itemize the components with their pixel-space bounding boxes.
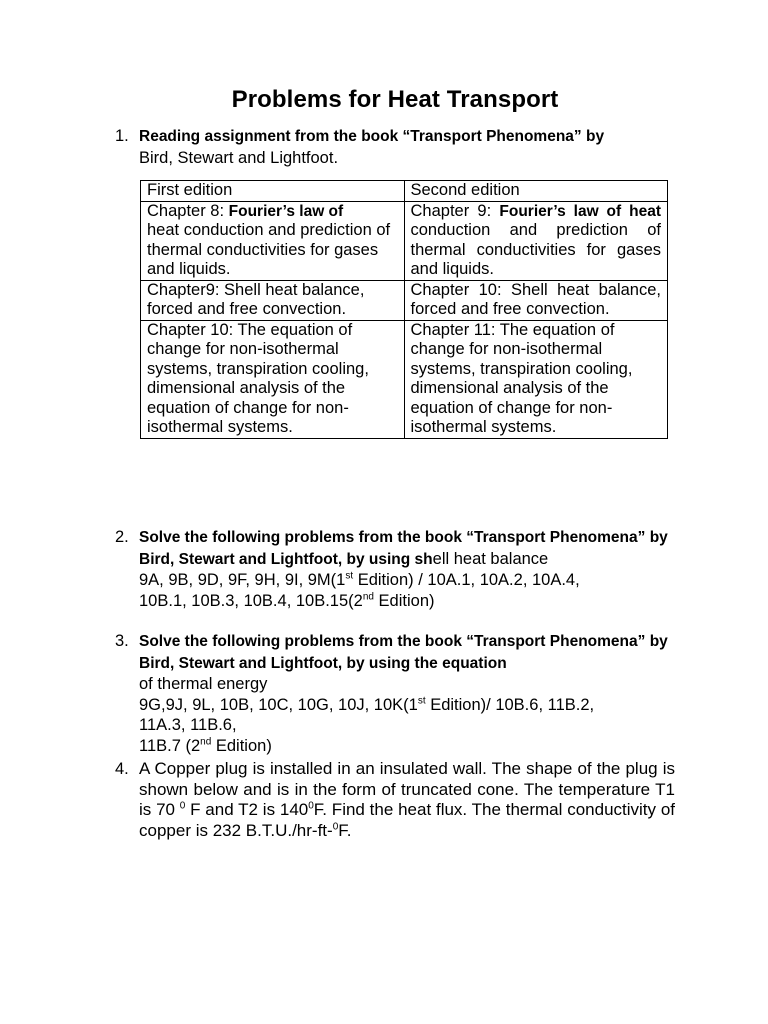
table-cell: Chapter 10: Shell heat balance, forced and free convection. [404, 280, 668, 320]
superscript: 0 [308, 800, 314, 812]
problem-list: 9G,9J, 9L, 10B, 10C, 10G, 10J, 10K(1 [139, 695, 418, 714]
superscript: nd [362, 591, 374, 602]
problem-list: Edition) [373, 591, 435, 610]
problem-list: 11B.7 (2 [139, 736, 201, 755]
editions-table [140, 180, 668, 439]
item-number: 1. [115, 127, 129, 145]
table-cell: Chapter9: Shell heat balance, forced and free convection. [141, 280, 405, 320]
item-4-text: F and T2 is 140 [185, 800, 309, 819]
problem-list: 11A.3, 11B.6, [139, 716, 237, 734]
page-title: Problems for Heat Transport [231, 86, 559, 113]
item-3-text: of thermal energy [139, 675, 268, 693]
superscript: 0 [179, 800, 186, 812]
table-cell [404, 201, 668, 280]
item-2-text: ell heat balance [432, 549, 549, 568]
cell-text: heat conduction and prediction of thermal conductivities for gases and liquids. [147, 221, 391, 278]
item-4-text: F. Find the heat flux. The thermal conductivity of copper is 232 B.T.U./hr-ft- [139, 800, 675, 840]
superscript: nd [200, 736, 212, 747]
problem-list: Edition)/ 10B.6, 11B.2, [425, 695, 595, 714]
cell-prefix: Chapter 9: [410, 201, 500, 220]
problem-list: Edition) / 10A.1, 10A.2, 10A.4, [353, 571, 580, 589]
item-3-bold-text: Solve the following problems from the book “Transport Phenomena” by Bird, Stewart and Lightfoot, by using the equation [139, 633, 668, 672]
list-item-4 [115, 759, 675, 841]
item-number: 2. [115, 528, 129, 546]
cell-bold: Fourier’s law of [228, 202, 344, 220]
item-number: 4. [115, 760, 129, 778]
table-row [141, 320, 668, 438]
table-row [141, 280, 668, 320]
item-2-bold-text: Solve the following problems from the book “Transport Phenomena” by Bird, Stewart and Lightfoot, by using sh [139, 529, 668, 568]
table-header-row [141, 181, 668, 202]
table-cell [141, 201, 405, 280]
header-first-edition: First edition [141, 181, 405, 202]
cell-text: conduction and prediction of thermal conductivities for gases and liquids. [410, 221, 661, 278]
table-cell: Chapter 11: The equation of change for non-isothermal systems, transpiration cooling, dimensional analysis of the equation of change for non-isothermal systems. [404, 320, 668, 438]
item-4-text: F. [338, 820, 352, 840]
cell-bold: Fourier’s law of heat [499, 202, 661, 220]
item-number: 3. [115, 632, 129, 650]
superscript: st [345, 570, 354, 582]
superscript: 0 [332, 820, 339, 832]
problem-list: 9A, 9B, 9D, 9F, 9H, 9I, 9M(1 [139, 571, 346, 589]
item-1-text: Bird, Stewart and Lightfoot. [139, 148, 339, 167]
item-4-text: A Copper plug is installed in an insulated wall. The shape of the plug is shown below and is in the form of truncated cone. The temperature T1 is 70 [139, 759, 675, 819]
cell-prefix: Chapter 8: [147, 201, 229, 220]
problem-list: 10B.1, 10B.3, 10B.4, 10B.15(2 [139, 591, 363, 610]
item-1-bold-text: Reading assignment from the book “Transport Phenomena” by [139, 128, 605, 145]
list-item-1 [115, 126, 685, 168]
list-item-2 [115, 527, 685, 611]
table-row [141, 201, 668, 280]
table-cell: Chapter 10: The equation of change for non-isothermal systems, transpiration cooling, dimensional analysis of the equation of change for non-isothermal systems. [141, 320, 405, 438]
problem-list: Edition) [211, 736, 272, 755]
list-item-3 [115, 631, 685, 756]
header-second-edition: Second edition [404, 181, 668, 202]
superscript: st [417, 695, 426, 706]
